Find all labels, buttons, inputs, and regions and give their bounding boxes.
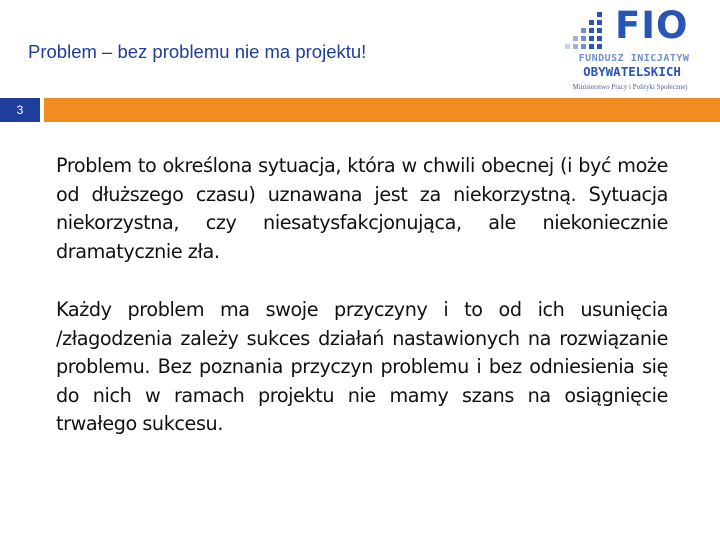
slide-number: 3 (0, 98, 40, 122)
fio-logo (555, 4, 705, 96)
logo-wordmark: FIO (615, 4, 689, 47)
content-paragraph-1: Problem to określona sytuacja, która w chwili obecnej (i być może od dłuższego czasu) uznawana jest za niekorzystną. Sytuacja niekorzystna, czy niesatysfakcjonująca, ale niekoniecznie dramatycznie zła. (56, 154, 668, 263)
logo-subtitle-2: OBYWATELSKICH (583, 64, 681, 79)
logo-subtitle-1: FUNDUSZ INICJATYW (578, 53, 690, 64)
content-paragraph-2: Każdy problem ma swoje przyczyny i to od ich usunięcia /złagodzenia zależy sukces działań nastawionych na rozwiązanie problemu. Bez poznania przyczyn problemu i bez odniesienia się do nich w ramach projektu nie mamy szans na osiągnięcie trwałego sukcesu. (56, 298, 668, 435)
slide-title: Problem – bez problemu nie ma projektu! (28, 41, 367, 62)
logo-dots-icon (563, 12, 613, 50)
logo-ministry: Ministerstwo Pracy i Polityki Społecznej (572, 83, 688, 91)
accent-bar (44, 98, 720, 122)
